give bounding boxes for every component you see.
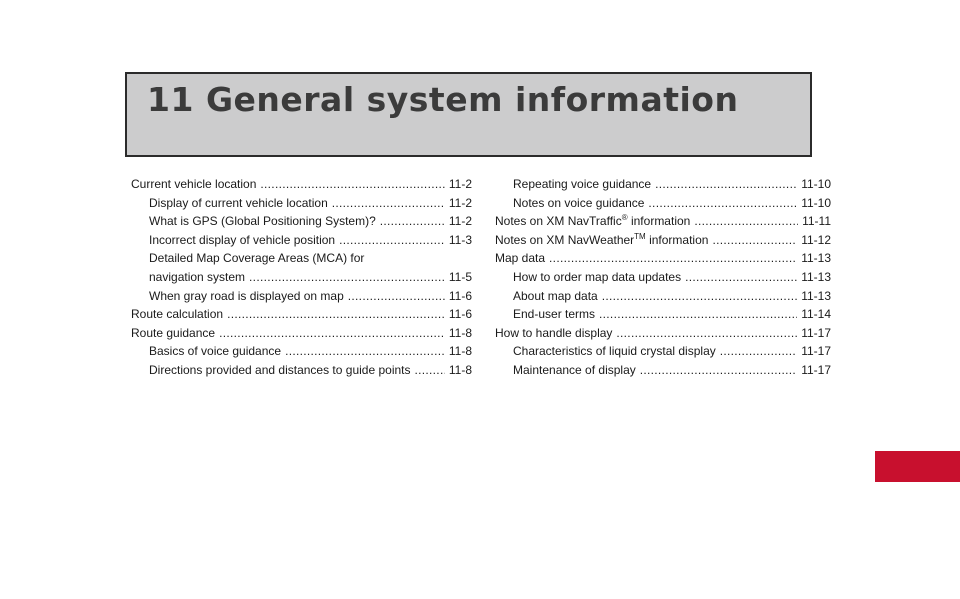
toc-entry-page: 11-6	[448, 288, 472, 303]
toc-entry-page: 11-13	[801, 288, 831, 303]
toc-entry[interactable]	[495, 231, 831, 250]
toc-entry-title: What is GPS (Global Positioning System)?	[149, 214, 376, 229]
toc-entry-title-post: information	[630, 214, 691, 229]
dot-leader	[712, 231, 797, 250]
toc-entry-title: Repeating voice guidance	[513, 177, 652, 191]
toc-entry-title: How to handle display	[495, 325, 613, 340]
toc-entry-title: navigation system	[149, 269, 246, 284]
toc-entry-title-pre: Notes on XM NavTraffic	[495, 214, 622, 229]
toc-entry-page: 11-2	[448, 195, 472, 210]
toc-entry-title-pre: Notes on XM NavWeather	[495, 232, 635, 247]
dot-leader	[249, 268, 445, 287]
toc-entry-title: Current vehicle location	[131, 177, 257, 191]
chapter-title	[147, 80, 738, 119]
dot-leader	[348, 287, 445, 306]
toc-right-column	[495, 175, 831, 380]
dot-leader	[285, 342, 445, 361]
toc-entry-title: Characteristics of liquid crystal display	[513, 344, 716, 359]
toc-entry[interactable]	[131, 324, 472, 343]
toc-entry-page: 11-11	[802, 214, 831, 229]
dot-leader	[227, 305, 445, 324]
toc-entry[interactable]	[131, 287, 472, 306]
dot-leader	[415, 361, 445, 380]
toc-entry-page: 11-6	[448, 307, 472, 322]
toc-entry-page: 11-8	[448, 344, 472, 359]
chapter-banner	[125, 72, 812, 157]
toc-entry-page: 11-17	[801, 325, 831, 340]
dot-leader	[339, 231, 445, 250]
toc-entry-page: 11-2	[448, 177, 472, 191]
toc-entry-page: 11-10	[801, 195, 831, 210]
toc-entry[interactable]	[131, 175, 472, 194]
dot-leader	[720, 342, 797, 361]
toc-entry[interactable]	[495, 342, 831, 361]
chapter-edge-tab	[875, 451, 960, 482]
dot-leader	[640, 361, 797, 380]
toc-entry-page: 11-3	[448, 232, 472, 247]
toc-entry-page: 11-13	[801, 269, 831, 284]
toc-entry-title	[495, 212, 690, 231]
toc-entry-page: 11-8	[448, 362, 472, 377]
dot-leader	[694, 212, 798, 231]
toc-entry-title	[495, 231, 708, 250]
toc-entry[interactable]	[495, 361, 831, 380]
toc-entry[interactable]	[495, 324, 831, 343]
dot-leader	[219, 324, 445, 343]
toc-entry[interactable]	[131, 212, 472, 231]
toc-entry-title-post: information	[649, 232, 709, 247]
trademark-mark: TM	[634, 231, 646, 241]
toc-entry-title: When gray road is displayed on map	[149, 288, 344, 303]
toc-entry-title: Notes on voice guidance	[513, 195, 645, 210]
toc-entry-page: 11-5	[448, 269, 472, 284]
toc-entry-page: 11-17	[801, 344, 831, 359]
toc-left-column	[131, 175, 472, 380]
toc-entry[interactable]	[495, 175, 831, 194]
toc-entry[interactable]	[495, 268, 831, 287]
toc-entry-page: 11-17	[801, 362, 831, 377]
toc-entry-title: About map data	[513, 288, 598, 303]
toc-entry-title: How to order map data updates	[513, 269, 682, 284]
toc-entry-page: 11-14	[801, 307, 831, 322]
toc-entry[interactable]	[495, 194, 831, 213]
dot-leader	[685, 268, 797, 287]
dot-leader	[599, 305, 797, 324]
toc-entry-title: Directions provided and distances to guide points	[149, 362, 411, 377]
registered-mark: ®	[621, 213, 628, 223]
toc-entry-title-line1[interactable]: Detailed Map Coverage Areas (MCA) for	[149, 251, 365, 266]
toc-entry[interactable]	[131, 305, 472, 324]
toc-entry-page: 11-8	[448, 325, 472, 340]
toc-entry[interactable]	[495, 249, 831, 268]
dot-leader	[260, 175, 444, 194]
toc-entry-title: Display of current vehicle location	[149, 195, 328, 210]
toc-entry[interactable]	[131, 342, 472, 361]
dot-leader	[602, 287, 797, 306]
toc-entry-page: 11-12	[801, 232, 831, 247]
toc-entry[interactable]	[495, 305, 831, 324]
toc-entry-title: Basics of voice guidance	[149, 344, 282, 359]
chapter-number: 11	[147, 80, 194, 119]
toc-entry-page: 11-13	[801, 251, 831, 266]
toc-entry[interactable]	[131, 231, 472, 250]
toc-entry-title: Route calculation	[131, 307, 224, 322]
toc-entry-page: 11-10	[801, 177, 831, 191]
dot-leader	[380, 212, 445, 231]
toc-entry-title: Maintenance of display	[513, 362, 636, 377]
dot-leader	[332, 194, 445, 213]
toc-entry-page: 11-2	[448, 214, 472, 229]
toc-entry-title: End-user terms	[513, 307, 596, 322]
dot-leader	[616, 324, 797, 343]
dot-leader	[549, 249, 797, 268]
toc-entry-title: Route guidance	[131, 325, 216, 340]
toc-entry-title: Map data	[495, 251, 546, 266]
toc-entry-title: Incorrect display of vehicle position	[149, 232, 336, 247]
toc-entry[interactable]	[495, 212, 831, 231]
dot-leader	[648, 194, 797, 213]
toc-entry[interactable]	[495, 287, 831, 306]
chapter-title-text: General system information	[205, 80, 739, 119]
toc-entry[interactable]	[131, 268, 472, 287]
toc-entry[interactable]	[131, 194, 472, 213]
toc-entry[interactable]	[131, 361, 472, 380]
dot-leader	[655, 175, 797, 194]
